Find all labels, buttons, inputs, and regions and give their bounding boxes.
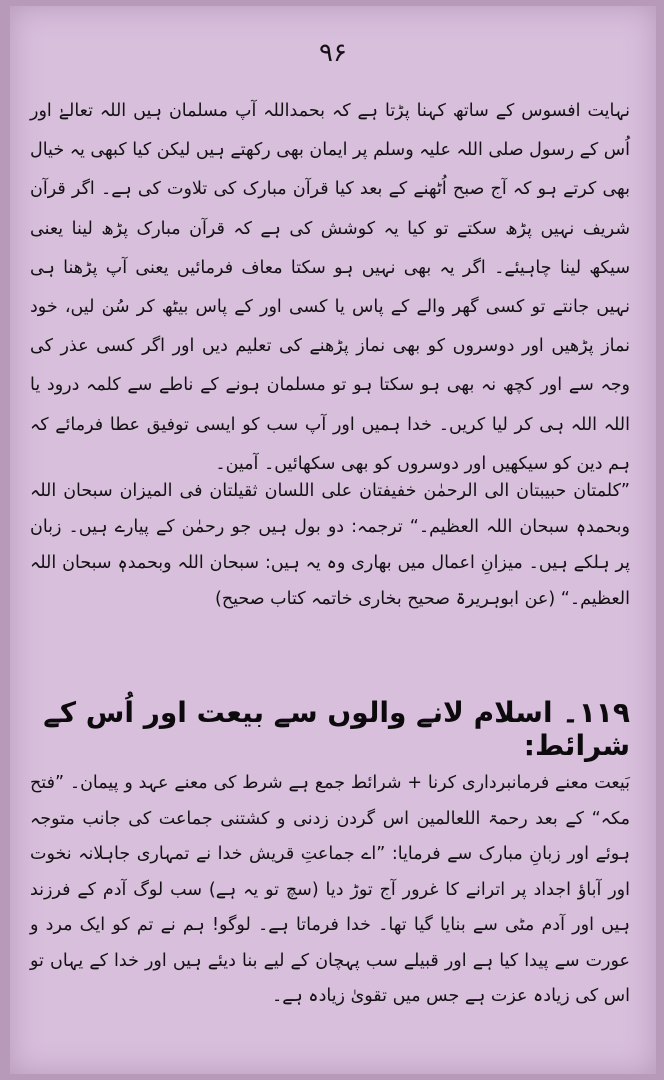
page-number: ۹۶ bbox=[319, 38, 347, 68]
paragraph-bayat: بَیعت معنے فرمانبرداری کرنا + شرائط جمع ہے شرط کی معنے عہد و پیمان۔ ”فتح مکہ“ کے بعد رحمۃ اللعالمین اس گردن زدنی و کشتنی جماعت کی جانب متوجہ ہوئے اور زبانِ مبارک سے فرمایا: ”اے جماعتِ قریش خدا نے تمہاری جاہلانہ نخوت اور آباؤ اجداد پر اترانے کا غرور آج توڑ دیا (سچ تو یہ ہے) سب لوگ آدم کے فرزند ہیں اور آدم مٹی سے بنایا گیا تھا۔ خدا فرماتا ہے۔ لوگو! ہم نے تم کو ایک مرد و عورت سے پیدا کیا ہے اور قبیلے سب پہچان کے لیے بنا دیئے ہیں اور خدا کے یہاں تو اس کی زیادہ عزت ہے جس میں تقویٰ زیادہ ہے۔ bbox=[30, 773, 630, 1006]
book-page bbox=[10, 6, 656, 1074]
section-heading: ۱۱۹۔ اسلام لانے والوں سے بیعت اور اُس کے شرائط: bbox=[43, 696, 630, 762]
paragraph-regret-quran: نہایت افسوس کے ساتھ کہنا پڑتا ہے کہ بحمداللہ آپ مسلمان ہیں اللہ تعالےٰ اور اُس کے رسول صلی اللہ علیہ وسلم پر ایمان بھی رکھتے ہیں لیکن کیا کبھی یہ خیال بھی کرتے ہو کہ آج صبح اُٹھنے کے بعد کیا قرآن مبارک کی تلاوت کی ہے۔ اگر قرآن شریف نہیں پڑھ سکتے تو کیا یہ کوشش کی ہے کہ قرآن مبارک پڑھ لینا یعنی سیکھ لینا چاہیئے۔ اگر یہ بھی نہیں ہو سکتا معاف فرمائیں یعنی آپ پڑھنا ہی نہیں جانتے تو کسی گھر والے کے پاس یا کسی اور کے پاس بیٹھ کر سُن لیں، خود نماز پڑھیں اور دوسروں کو بھی نماز پڑھنے کی تعلیم دیں اور اگر کسی عذر کی وجہ سے اور کچھ نہ بھی ہو سکتا ہو تو مسلمان ہونے کے ناطے سے کلمہ درود یا اللہ اللہ ہی کر لیا کریں۔ خدا ہمیں اور آپ سب کو ایسی توفیق عطا فرمائے کہ ہم دین کو سیکھیں اور دوسروں کو بھی سکھائیں۔ آمین۔ bbox=[30, 101, 630, 474]
hadith-quote: ”کلمتان حبیبتان الی الرحمٰن خفیفتان علی اللسان ثقیلتان فی المیزان سبحان اللہ وبحمدہٖ سبحان اللہ العظیم۔“ ترجمہ: دو بول ہیں جو رحمٰن کے پیارے ہیں۔ زبان پر ہلکے ہیں۔ میزانِ اعمال میں بھاری وہ یہ ہیں: سبحان اللہ وبحمدہٖ سبحان اللہ العظیم۔“ (عن ابوہریرۃ صحیح بخاری خاتمہ کتاب صحیح) bbox=[30, 481, 630, 609]
